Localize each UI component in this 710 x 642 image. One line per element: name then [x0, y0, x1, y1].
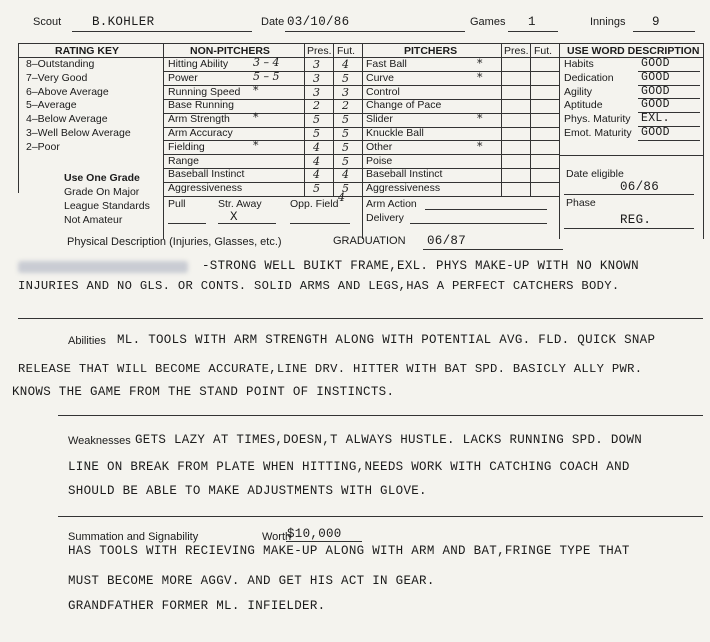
- np-row-label: Arm Accuracy: [168, 127, 233, 139]
- np-row-label: Aggressiveness: [168, 182, 243, 195]
- non-pitchers-title: NON-PITCHERS: [190, 45, 270, 57]
- rating-key-title: RATING KEY: [55, 45, 119, 57]
- summation-line-1: HAS TOOLS WITH RECIEVING MAKE-UP ALONG WITH ARM AND BAT,FRINGE TYPE THAT: [68, 544, 630, 558]
- abilities-line-3: KNOWS THE GAME FROM THE STAND POINT OF INSTINCTS.: [12, 385, 395, 399]
- abilities-label: Abilities: [68, 335, 106, 347]
- worth-label: Worth: [262, 531, 292, 543]
- str-away-value: X: [230, 210, 238, 224]
- redacted-name: [18, 261, 188, 273]
- p-row-note: *: [477, 112, 483, 126]
- wd-row-label: Aptitude: [564, 99, 603, 112]
- scout-value: B.KOHLER: [92, 15, 155, 29]
- np-row-label: Power: [168, 71, 198, 84]
- np-row-pres: 5: [313, 182, 320, 196]
- wd-row-value: GOOD: [641, 126, 670, 139]
- p-row-note: *: [477, 70, 483, 84]
- weaknesses-line-2: LINE ON BREAK FROM PLATE WHEN HITTING,NEEDS WORK WITH CATCHING COACH AND: [68, 460, 630, 474]
- rating-key-item: 5–Average: [26, 99, 77, 112]
- np-row-fut: 4: [342, 168, 349, 182]
- rating-key-item: 3–Well Below Average: [26, 127, 131, 139]
- np-row-pres: 4: [313, 154, 320, 168]
- pull-label: Pull: [168, 198, 186, 210]
- p-row-note: *: [477, 139, 483, 153]
- np-row-fut: 4: [342, 58, 349, 71]
- p-row-label: Control: [366, 85, 400, 98]
- summation-line-3: GRANDFATHER FORMER ML. INFIELDER.: [68, 599, 326, 613]
- p-row-label: Curve: [366, 71, 395, 84]
- np-row-pres: 3: [313, 85, 320, 99]
- physical-label: Physical Description (Injuries, Glasses, etc.): [67, 236, 282, 248]
- phase-label: Phase: [566, 197, 596, 209]
- p-row-label: Poise: [366, 154, 393, 167]
- rating-key-item: 4–Below Average: [26, 113, 108, 126]
- weaknesses-label: Weaknesses: [68, 435, 131, 447]
- np-row-fut: 5: [342, 182, 349, 196]
- innings-label: Innings: [590, 16, 626, 28]
- np-row-pres: 5: [313, 127, 320, 140]
- wd-row-value: EXL.: [641, 112, 670, 126]
- abilities-line-1: ML. TOOLS WITH ARM STRENGTH ALONG WITH POTENTIAL AVG. FLD. QUICK SNAP: [117, 333, 656, 347]
- opp-field-label: Opp. Field: [290, 198, 339, 210]
- wd-row-label: Dedication: [564, 71, 614, 84]
- date-eligible-value: 06/86: [620, 180, 660, 194]
- rating-key-item: 7–Very Good: [26, 71, 88, 84]
- games-value: 1: [528, 15, 536, 29]
- np-row-pres: 4: [313, 168, 320, 182]
- np-row-label: Range: [168, 154, 199, 167]
- np-row-note: 5 – 5: [253, 69, 280, 83]
- p-row-label: Aggressiveness: [366, 182, 441, 195]
- graduation-label: GRADUATION: [333, 235, 406, 247]
- np-row-fut: 5: [342, 127, 349, 140]
- np-row-label: Fielding: [168, 140, 205, 153]
- p-fut-label: Fut.: [534, 45, 553, 57]
- worth-value: $10,000: [287, 527, 342, 541]
- opp-field-mark: 4: [338, 191, 345, 204]
- np-row-fut: 5: [342, 71, 349, 85]
- weaknesses-line-3: SHOULD BE ABLE TO MAKE ADJUSTMENTS WITH GLOVE.: [68, 484, 427, 498]
- np-row-pres: 2: [313, 99, 320, 113]
- summation-line-2: MUST BECOME MORE AGGV. AND GET HIS ACT IN GEAR.: [68, 574, 435, 588]
- np-row-note: *: [253, 138, 259, 152]
- np-row-fut: 5: [342, 113, 349, 127]
- wd-row-value: GOOD: [641, 98, 670, 112]
- arm-action-label: Arm Action: [366, 198, 417, 210]
- np-row-note: *: [253, 83, 259, 97]
- np-row-pres: 3: [313, 71, 320, 85]
- np-row-label: Hitting Ability: [168, 58, 229, 70]
- str-away-label: Str. Away: [218, 198, 262, 210]
- p-row-label: Change of Pace: [366, 99, 442, 112]
- rating-key-item: 8–Outstanding: [26, 58, 95, 70]
- wd-row-value: GOOD: [641, 84, 670, 98]
- np-row-label: Base Running: [168, 99, 234, 112]
- date-eligible-label: Date eligible: [566, 168, 624, 180]
- word-description-title: USE WORD DESCRIPTION: [567, 45, 700, 57]
- weaknesses-line-1: GETS LAZY AT TIMES,DOESN,T ALWAYS HUSTLE. LACKS RUNNING SPD. DOWN: [135, 433, 643, 447]
- rating-key-item: 2–Poor: [26, 140, 60, 153]
- wd-row-value: GOOD: [641, 70, 670, 84]
- rating-key-item: 6–Above Average: [26, 85, 109, 98]
- abilities-line-2: RELEASE THAT WILL BECOME ACCURATE,LINE DRV. HITTER WITH BAT SPD. BASICLY ALLY PWR.: [18, 362, 643, 376]
- delivery-label: Delivery: [366, 212, 404, 224]
- np-row-fut: 3: [342, 85, 349, 99]
- np-row-pres: 5: [313, 113, 320, 127]
- games-label: Games: [470, 16, 506, 28]
- np-row-fut: 5: [342, 154, 349, 168]
- wd-row-label: Habits: [564, 58, 594, 70]
- np-row-label: Running Speed: [168, 85, 241, 98]
- p-row-label: Knuckle Ball: [366, 127, 424, 139]
- pitchers-title: PITCHERS: [404, 45, 458, 57]
- np-row-label: Arm Strength: [168, 113, 230, 126]
- np-row-note: 3 – 4: [253, 56, 280, 69]
- wd-row-value: GOOD: [641, 57, 670, 70]
- physical-line-2: INJURIES AND NO GLS. OR CONTS. SOLID ARMS AND LEGS,HAS A PERFECT CATCHERS BODY.: [18, 279, 620, 293]
- np-row-note: *: [253, 111, 259, 125]
- np-row-fut: 2: [342, 99, 349, 113]
- physical-line-1: -STRONG WELL BUIKT FRAME,EXL. PHYS MAKE-UP WITH NO KNOWN: [202, 259, 639, 273]
- rating-key-note: Use One Grade Grade On Major League Standards Not Amateur: [64, 172, 150, 226]
- phase-value: REG.: [620, 213, 652, 227]
- p-row-note: *: [477, 57, 483, 70]
- scout-label: Scout: [33, 16, 62, 28]
- p-row-label: Fast Ball: [366, 58, 407, 70]
- p-pres-label: Pres.: [504, 45, 529, 57]
- wd-row-label: Emot. Maturity: [564, 127, 632, 139]
- p-row-label: Baseball Instinct: [366, 168, 443, 181]
- date-value: 03/10/86: [287, 15, 350, 29]
- np-pres-label: Pres.: [307, 45, 332, 57]
- np-row-fut: 5: [342, 140, 349, 154]
- graduation-value: 06/87: [427, 234, 467, 248]
- wd-row-label: Agility: [564, 85, 593, 98]
- np-row-label: Baseball Instinct: [168, 168, 245, 181]
- np-row-pres: 3: [313, 58, 320, 71]
- date-label: Date: [261, 16, 285, 28]
- np-row-pres: 4: [313, 140, 320, 154]
- np-fut-label: Fut.: [337, 45, 356, 57]
- innings-value: 9: [652, 15, 660, 29]
- wd-row-label: Phys. Maturity: [564, 113, 631, 126]
- p-row-label: Slider: [366, 113, 393, 126]
- p-row-label: Other: [366, 140, 393, 153]
- summation-label: Summation and Signability: [68, 531, 199, 543]
